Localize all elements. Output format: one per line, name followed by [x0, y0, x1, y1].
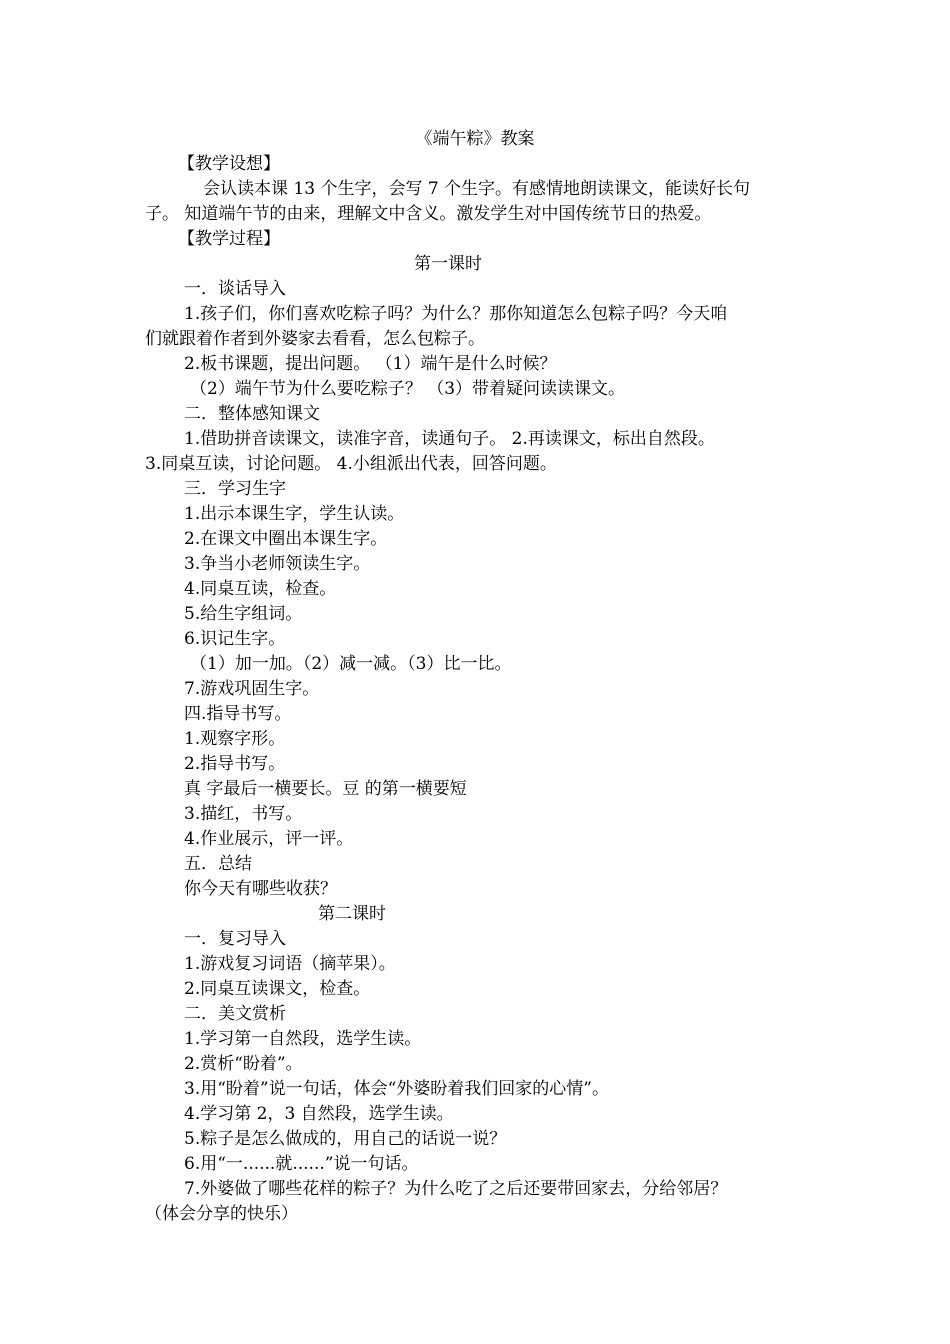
lesson-1-section-3-heading: 三．学习生字 — [184, 479, 286, 499]
lesson-2-title: 第二课时 — [318, 904, 386, 924]
writing-note: 真 字最后一横要长。豆 的第一横要短 — [184, 779, 467, 799]
lesson-1-section-1-para-3: （2）端午节为什么要吃粽子？ （3）带着疑问读读课文。 — [190, 379, 626, 399]
lesson-2-section-2-heading: 二．美文赏析 — [184, 1004, 286, 1024]
design-text-line-1: 会认读本课 13 个生字，会写 7 个生字。有感情地朗读课文，能读好长句 — [203, 179, 751, 199]
lesson-1-section-2-heading: 二．整体感知课文 — [184, 404, 320, 424]
design-heading: 【教学设想】 — [178, 154, 280, 174]
list-item: 5.给生字组词。 — [184, 604, 303, 624]
list-item: 7.游戏巩固生字。 — [184, 679, 320, 699]
list-item: （体会分享的快乐） — [145, 1204, 298, 1224]
list-item: 3.描红，书写。 — [184, 804, 303, 824]
list-item: 1.游戏复习词语（摘苹果）。 — [184, 954, 396, 974]
list-item: 1.学习第一自然段，选学生读。 — [184, 1029, 422, 1049]
list-item: 2.赏析“盼着”。 — [184, 1054, 303, 1074]
list-item: 2.同桌互读课文，检查。 — [184, 979, 371, 999]
process-heading: 【教学过程】 — [178, 229, 280, 249]
lesson-1-section-1-heading: 一．谈话导入 — [184, 279, 286, 299]
lesson-2-section-1-heading: 一．复习导入 — [184, 929, 286, 949]
lesson-1-section-2-para-1: 1.借助拼音读课文，读准字音，读通句子。 2.再读课文，标出自然段。 — [184, 429, 715, 449]
list-item: 7.外婆做了哪些花样的粽子？为什么吃了之后还要带回家去，分给邻居？ — [184, 1179, 728, 1199]
design-text-line-2: 子。 知道端午节的由来，理解文中含义。激发学生对中国传统节日的热爱。 — [145, 204, 712, 224]
document-title: 《端午粽》教案 — [415, 129, 535, 149]
list-item: 6.用“一......就......”说一句话。 — [184, 1154, 419, 1174]
list-item: 2.在课文中圈出本课生字。 — [184, 529, 388, 549]
lesson-1-title: 第一课时 — [414, 254, 482, 274]
list-item: 2.指导书写。 — [184, 754, 286, 774]
lesson-1-section-4-heading: 四.指导书写。 — [184, 704, 292, 724]
lesson-1-section-1-para-1a: 1.孩子们，你们喜欢吃粽子吗？为什么？那你知道怎么包粽子吗？今天咱 — [184, 304, 728, 324]
lesson-1-section-5-para-1: 你今天有哪些收获？ — [184, 879, 337, 899]
lesson-1-section-5-heading: 五．总结 — [184, 854, 252, 874]
lesson-1-section-1-para-1b: 们就跟着作者到外婆家去看看，怎么包粽子。 — [145, 329, 485, 349]
lesson-1-section-1-para-2: 2.板书课题，提出问题。 （1）端午是什么时候？ — [184, 354, 557, 374]
list-item: 4.同桌互读，检查。 — [184, 579, 337, 599]
lesson-1-section-2-para-2: 3.同桌互读，讨论问题。 4.小组派出代表，回答问题。 — [145, 454, 557, 474]
list-item: 6.识记生字。 — [184, 629, 286, 649]
list-item: 3.争当小老师领读生字。 — [184, 554, 371, 574]
list-item: 1.出示本课生字，学生认读。 — [184, 504, 405, 524]
list-item: 4.作业展示，评一评。 — [184, 829, 354, 849]
list-item: 1.观察字形。 — [184, 729, 286, 749]
list-item: （1）加一加。（2）减一减。（3）比一比。 — [190, 654, 512, 674]
list-item: 5.粽子是怎么做成的，用自己的话说一说？ — [184, 1129, 507, 1149]
list-item: 4.学习第 2，3 自然段，选学生读。 — [184, 1104, 454, 1124]
list-item: 3.用“盼着”说一句话，体会“外婆盼着我们回家的心情”。 — [184, 1079, 609, 1099]
